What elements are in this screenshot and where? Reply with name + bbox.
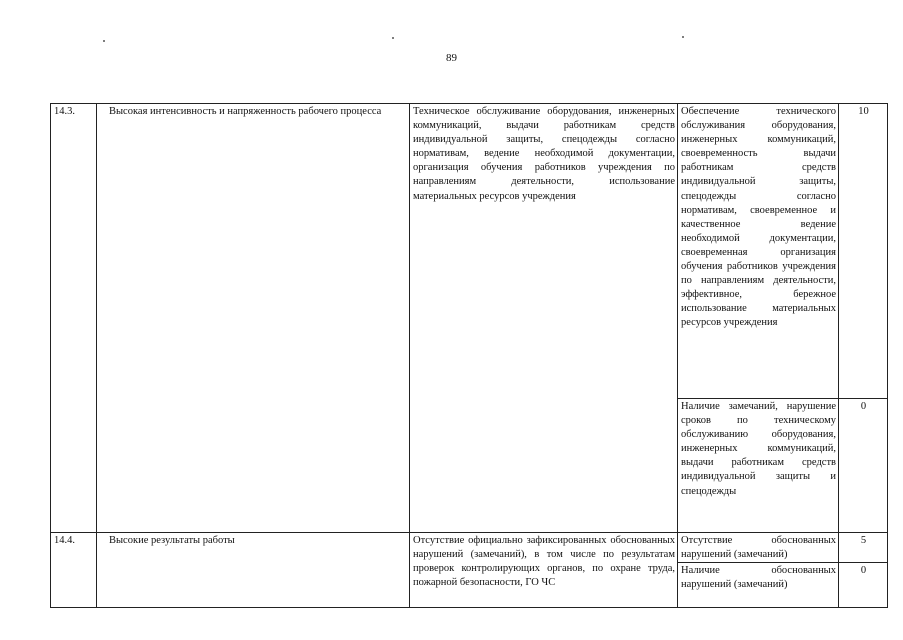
- scan-speck: [392, 37, 394, 39]
- criteria-table: [50, 103, 888, 608]
- table-row: [51, 104, 888, 399]
- condition-cell: Наличие обоснованных нарушений (замечаний): [678, 563, 839, 608]
- criterion-cell: Высокие результаты работы: [97, 533, 410, 608]
- row-number: 14.4.: [51, 533, 97, 608]
- score-cell: 5: [839, 533, 888, 563]
- score-cell: 10: [839, 104, 888, 399]
- activity-cell: Отсутствие официально зафиксированных обоснованных нарушений (замечаний), в том числе по результатам проверок контролирующих органов, по охране труда, пожарной безопасности, ГО ЧС: [410, 533, 678, 608]
- score-cell: 0: [839, 399, 888, 533]
- table-row: [51, 533, 888, 563]
- score-cell: 0: [839, 563, 888, 608]
- condition-cell: Наличие замечаний, нарушение сроков по техническому обслуживанию оборудования, инженерных коммуникаций, выдачи работникам средств индивидуальной защиты и спецодежды: [678, 399, 839, 533]
- condition-cell: Отсутствие обоснованных нарушений (замечаний): [678, 533, 839, 563]
- row-number: 14.3.: [51, 104, 97, 533]
- scan-speck: [103, 40, 105, 42]
- page-number: 89: [446, 52, 457, 64]
- scan-speck: [682, 36, 684, 38]
- activity-cell: Техническое обслуживание оборудования, инженерных коммуникаций, выдачи работникам средств индивидуальной защиты, спецодежды согласно нормативам, ведение необходимой документации, организация обучения работников учреждения по направлениям деятельности, использование материальных ресурсов учреждения: [410, 104, 678, 533]
- condition-cell: Обеспечение технического обслуживания оборудования, инженерных коммуникаций, своевременность выдачи работникам средств индивидуальной защиты, спецодежды согласно нормативам, своевременное и качественное ведение необходимой документации, своевременная организация обучения работников учреждения по направлениям деятельности, эффективное, бережное использование материальных ресурсов учреждения: [678, 104, 839, 399]
- criterion-cell: Высокая интенсивность и напряженность рабочего процесса: [97, 104, 410, 533]
